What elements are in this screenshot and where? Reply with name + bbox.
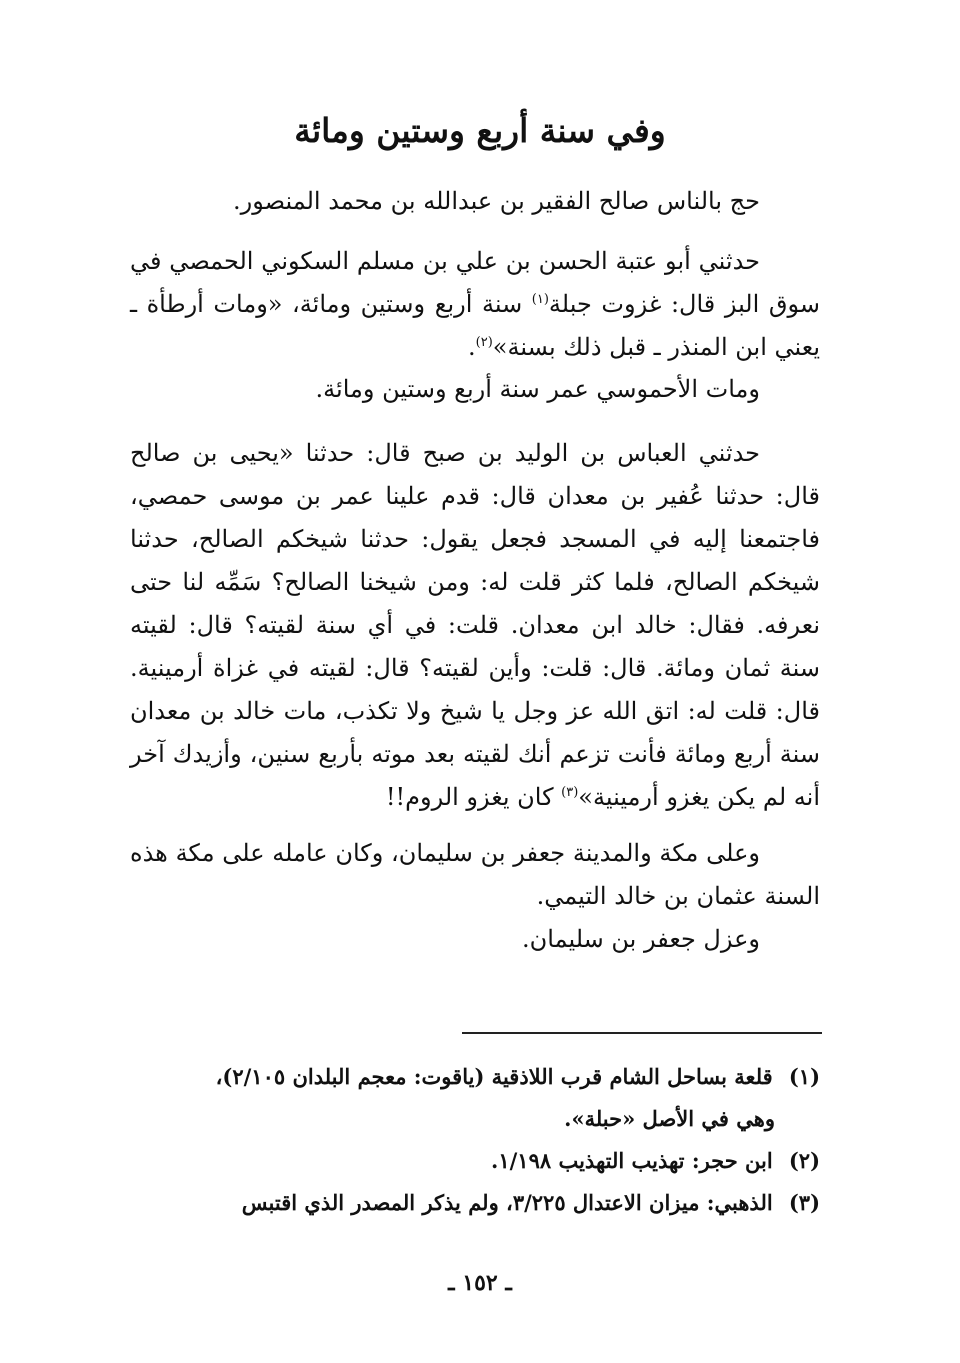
paragraph-4-text: وعلى مكة والمدينة جعفر بن سليمان، وكان عامله على مكة هذه السنة عثمان بن خالد التيمي.: [130, 839, 820, 910]
footnote-marker-3: (٣): [561, 785, 579, 800]
paragraph-5-text: وعزل جعفر بن سليمان.: [522, 925, 760, 953]
footnote-2-number: (٢): [788, 1148, 820, 1173]
footnote-2-text: ابن حجر: تهذيب التهذيب ١/١٩٨.: [491, 1148, 773, 1173]
footnote-separator: [462, 1032, 822, 1034]
paragraph-1-part-a: حدثني أبو عتبة الحسن بن علي بن مسلم السكوني الحمصي في سوق البز قال: غزوت جبلة: [130, 247, 820, 318]
page-number: ـ ١٥٢ ـ: [448, 1270, 512, 1296]
paragraph-1-text: [130, 240, 820, 369]
paragraph-3-part-a: حدثني العباس بن الوليد بن صبح قال: حدثنا «يحيى بن صالح قال: حدثنا عُفير بن معدان قال: قدم علينا عمر بن موسى حمصي، فاجتمعنا إليه في المسجد فجعل يقول: حدثنا شيخكم الصالح، حدثنا شيخكم الصالح، فلما كثر قلت له: ومن شيخنا الصالح؟ سَمِّه لنا حتى نعرفه. فقال: خالد ابن معدان. قلت: في أي سنة لقيته؟ قال: لقيته سنة ثمان ومائة. قال: قلت: وأين لقيته؟ قال: لقيته في غزاة أرمينية. قال: قلت له: اتق الله عز وجل يا شيخ ولا تكذب، مات خالد بن معدان سنة أربع ومائة فأنت تزعم أنك لقيته بعد موته بأربع سنين، وأزيدك آخر أنه لم يكن يغزو أرمينية»: [130, 439, 820, 811]
footnote-marker-1: (١): [531, 292, 549, 307]
hajj-line: [130, 180, 820, 223]
paragraph-2: [130, 368, 820, 411]
paragraph-5: [130, 918, 820, 961]
footnote-1-text: قلعة بساحل الشام قرب اللاذقية (ياقوت: معجم البلدان ٢/١٠٥)،: [215, 1064, 773, 1089]
paragraph-2-text: ومات الأحموسي عمر سنة أربع وستين ومائة.: [315, 375, 760, 403]
paragraph-1-part-b: سنة أربع وستين ومائة، «ومات أرطأة ـ يعني ابن المنذر ـ قبل ذلك بسنة»: [130, 290, 820, 361]
footnote-marker-2: (٢): [475, 335, 493, 350]
footnote-1-number: (١): [788, 1064, 820, 1089]
footnote-3-number: (٣): [788, 1190, 820, 1215]
footnote-3: [130, 1182, 820, 1224]
paragraph-1: [130, 240, 820, 369]
paragraph-3-part-b: كان يغزو الروم!!: [385, 783, 562, 811]
paragraph-3: [130, 432, 820, 819]
hajj-text: حج بالناس صالح الفقير بن عبدالله بن محمد المنصور.: [233, 187, 760, 215]
footnote-2: [130, 1140, 820, 1182]
footnote-1-continuation: وهي في الأصل «حبلة».: [564, 1106, 775, 1131]
footnote-3-text: الذهبي: ميزان الاعتدال ٣/٢٢٥، ولم يذكر المصدر الذي اقتبس: [241, 1190, 773, 1215]
page-heading: وفي سنة أربع وستين ومائة: [294, 111, 666, 150]
paragraph-1-part-c: .: [468, 333, 476, 361]
paragraph-4: [130, 832, 820, 918]
paragraph-3-text: [130, 432, 820, 819]
footnote-1: [130, 1056, 820, 1098]
footnotes: [130, 1056, 820, 1224]
